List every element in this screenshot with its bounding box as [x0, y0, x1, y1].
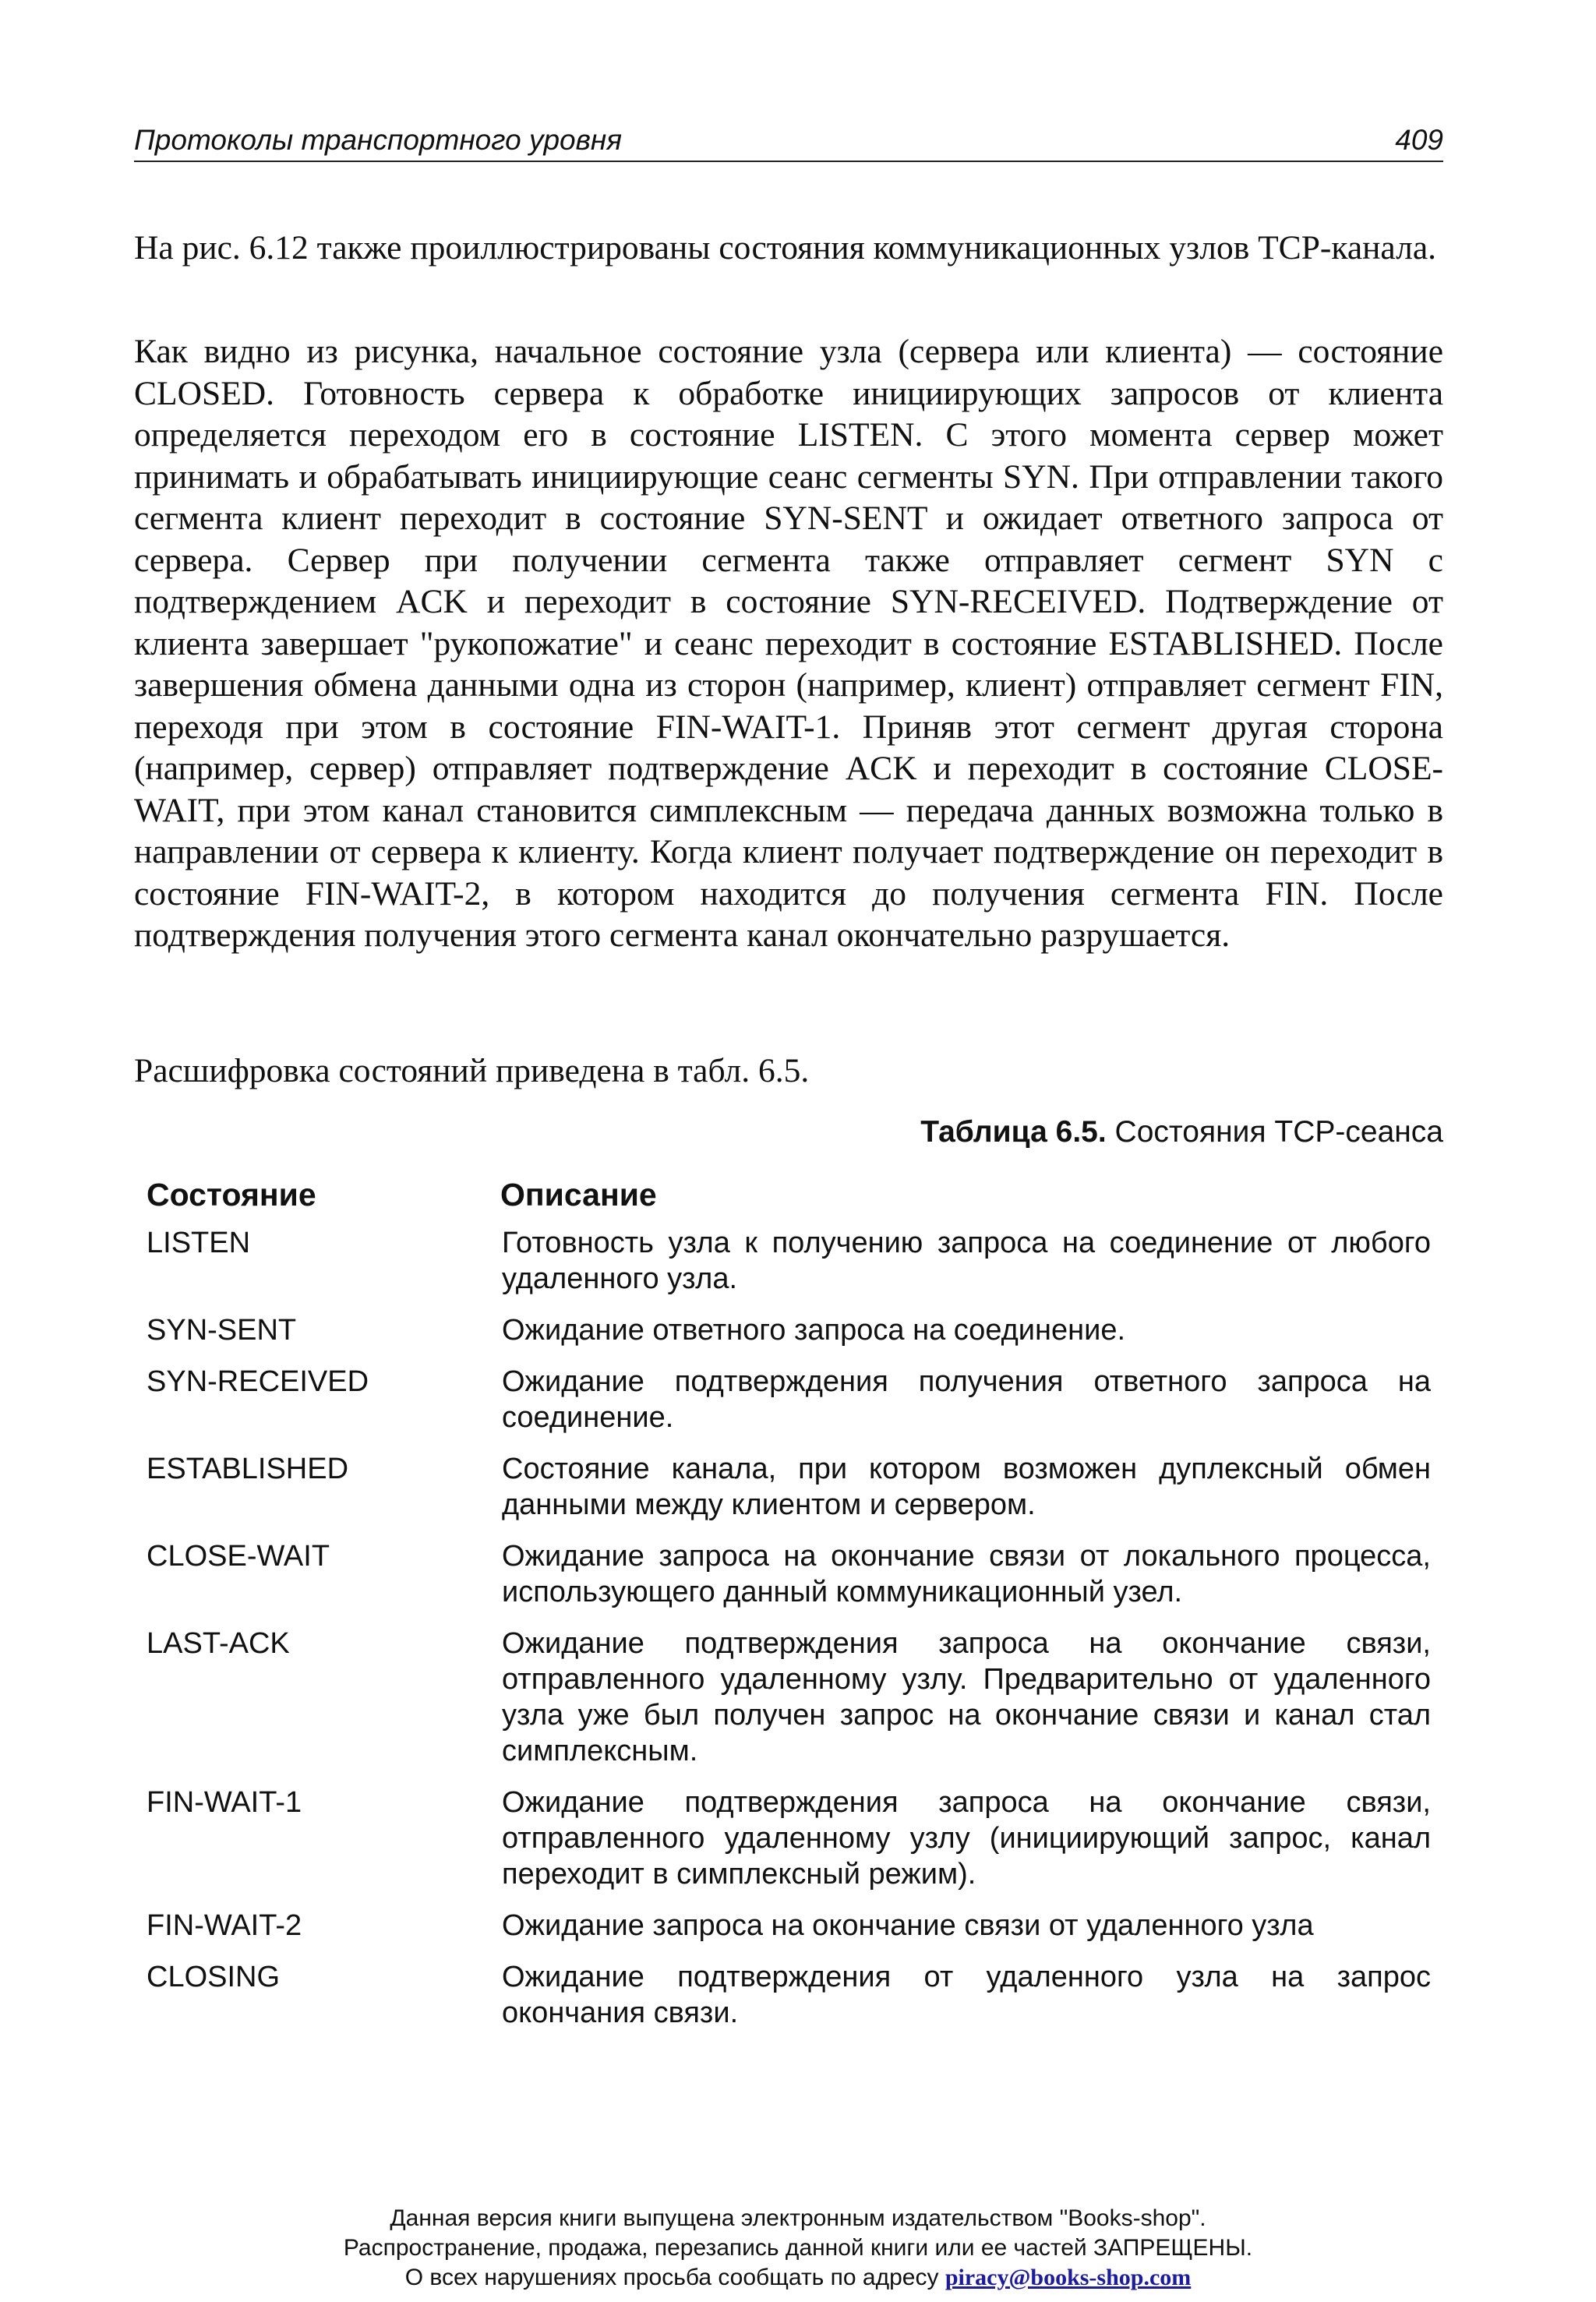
- state-name: ESTABLISHED: [147, 1453, 349, 1485]
- state-name: FIN-WAIT-2: [147, 1909, 302, 1942]
- paragraph-intro: На рис. 6.12 также проиллюстрированы состояния коммуникационных узлов TCP-канала.: [134, 229, 1437, 267]
- table-caption-label: Таблица 6.5.: [920, 1115, 1107, 1149]
- state-description: Ожидание подтверждения получения ответного запроса на соединение.: [502, 1365, 1431, 1434]
- state-name: CLOSE-WAIT: [147, 1540, 330, 1573]
- state-name: FIN-WAIT-1: [147, 1786, 302, 1819]
- state-name: LISTEN: [147, 1227, 251, 1259]
- table-row: [145, 1538, 1443, 1610]
- paragraph-table-reference: Расшифровка состояний приведена в табл. 6.5.: [134, 1052, 810, 1089]
- footer-line-2: Распространение, продажа, перезапись данной книги или ее частей ЗАПРЕЩЕНЫ.: [343, 2235, 1253, 2261]
- page-number: 409: [1395, 124, 1443, 156]
- state-name: SYN-RECEIVED: [147, 1365, 369, 1398]
- footer-line-3-prefix: О всех нарушениях просьба сообщать по адресу: [404, 2265, 939, 2290]
- state-description: Ожидание запроса на окончание связи от локального процесса, использующего данный коммуникационный узел.: [502, 1540, 1431, 1608]
- table-caption: [920, 1114, 1443, 1150]
- footer-line-1: Данная версия книги выпущена электронным издательством "Books-shop".: [390, 2205, 1206, 2231]
- state-name: LAST-ACK: [147, 1627, 290, 1660]
- column-header-state: Состояние: [147, 1177, 316, 1213]
- tcp-states-table: [145, 1169, 1443, 2031]
- table-row: [145, 1364, 1443, 1435]
- footer-line-3: [0, 2263, 1596, 2293]
- piracy-email-link[interactable]: piracy@books-shop.com: [945, 2265, 1192, 2290]
- state-description: Готовность узла к получению запроса на соединение от любого удаленного узла.: [502, 1227, 1431, 1295]
- state-description: Состояние канала, при котором возможен дуплексный обмен данными между клиентом и сервером.: [502, 1453, 1431, 1521]
- column-header-description: Описание: [500, 1177, 657, 1213]
- running-title: Протоколы транспортного уровня: [134, 124, 623, 156]
- table-row: [145, 1451, 1443, 1523]
- table-row: [145, 1908, 1443, 1944]
- state-description: Ожидание подтверждения от удаленного узла на запрос окончания связи.: [502, 1961, 1431, 2029]
- table-row: [145, 1312, 1443, 1348]
- state-description: Ожидание ответного запроса на соединение.: [502, 1314, 1126, 1347]
- table-caption-text: Состояния TCP-сеанса: [1114, 1115, 1443, 1149]
- publisher-footer: [0, 2204, 1596, 2293]
- paragraph-states-explanation: Как видно из рисунка, начальное состояние узла (сервера или клиента) — состояние CLOSED. Готовность сервера к обработке инициирующих запросов от клиента определяется переходом его в состояние LISTEN. С этого момента сервер может принимать и обрабатывать инициирующие сеанс сегменты SYN. При отправлении такого сегмента клиент переходит в состояние SYN-SENT и ожидает ответного запроса от сервера. Сервер при получении сегмента также отправляет сегмент SYN с подтверждением ACK и переходит в состояние SYN-RECEIVED. Подтверждение от клиента завершает "рукопожатие" и сеанс переходит в состояние ESTABLISHED. После завершения обмена данными одна из сторон (например, клиент) отправляет сегмент FIN, переходя при этом в состояние FIN-WAIT-1. Приняв этот сегмент другая сторона (например, сервер) отправляет подтверждение ACK и переходит в состояние CLOSE-WAIT, при этом канал становится симплексным — передача данных возможна только в направлении от сервера к клиенту. Когда клиент получает подтверждение он переходит в состояние FIN-WAIT-2, в котором находится до получения сегмента FIN. После подтверждения получения этого сегмента канал окончательно разрушается.: [134, 333, 1443, 954]
- state-name: SYN-SENT: [147, 1314, 297, 1347]
- table-row: [145, 1785, 1443, 1892]
- state-name: CLOSING: [147, 1961, 281, 1993]
- state-description: Ожидание запроса на окончание связи от удаленного узла: [502, 1909, 1314, 1942]
- table-header-row: [145, 1169, 1443, 1225]
- state-description: Ожидание подтверждения запроса на окончание связи, отправленного удаленному узлу. Предварительно от удаленного узла уже был получен запрос на окончание связи и канал стал симплексным.: [502, 1627, 1431, 1767]
- table-row: [145, 1225, 1443, 1297]
- table-row: [145, 1959, 1443, 2031]
- state-description: Ожидание подтверждения запроса на окончание связи, отправленного удаленному узлу (инициирующий запрос, канал переходит в симплексный режим).: [502, 1786, 1431, 1891]
- table-row: [145, 1626, 1443, 1769]
- running-header: [134, 125, 1443, 162]
